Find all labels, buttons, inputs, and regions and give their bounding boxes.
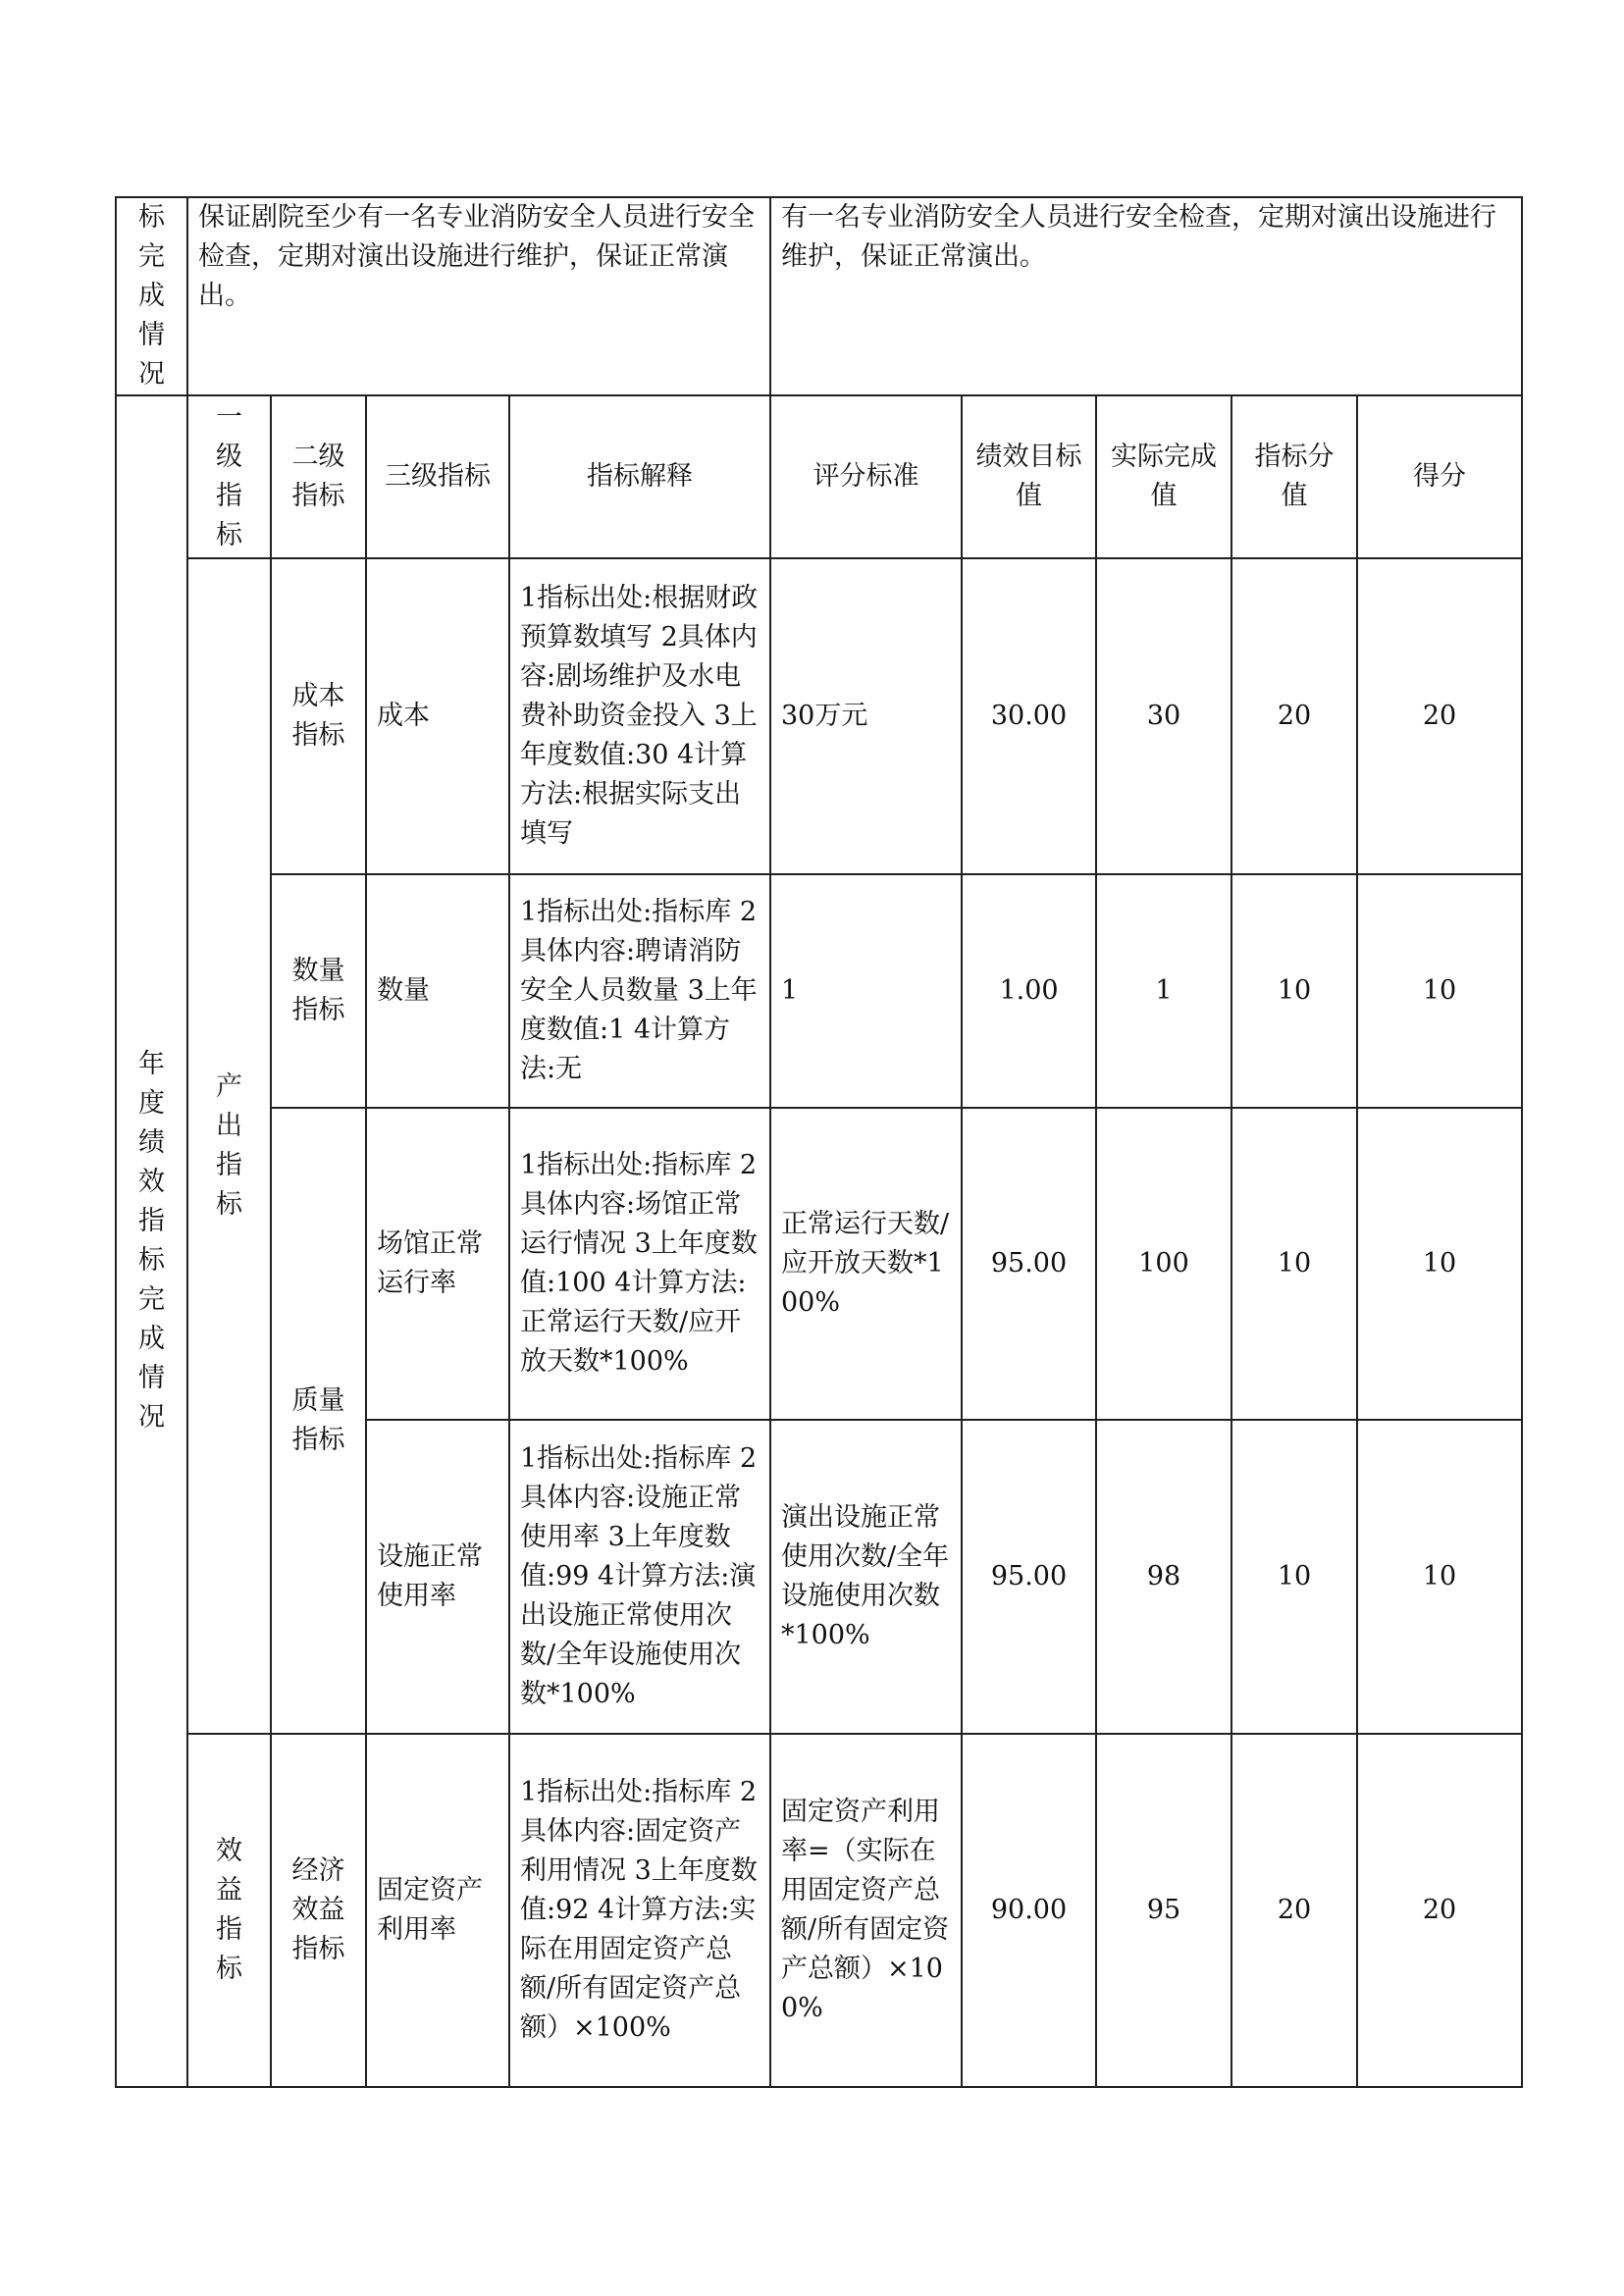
header-explanation: 指标解释 xyxy=(509,395,770,558)
weight-cell: 10 xyxy=(1231,1420,1357,1734)
criteria-cell: 演出设施正常使用次数/全年设施使用次数*100% xyxy=(770,1420,962,1734)
criteria-cell: 正常运行天数/应开放天数*100% xyxy=(770,1108,962,1420)
target-cell: 30.00 xyxy=(962,558,1096,874)
score-cell: 10 xyxy=(1357,1420,1522,1734)
goal-text: 保证剧院至少有一名专业消防安全人员进行安全检查，定期对演出设施进行维护，保证正常演出。 xyxy=(187,197,770,395)
explanation-cell: 1指标出处:指标库 2具体内容:设施正常使用率 3上年度数值:99 4计算方法:演出设施正常使用次数/全年设施使用次数*100% xyxy=(509,1420,770,1734)
weight-cell: 20 xyxy=(1231,1734,1357,2087)
actual-cell: 95 xyxy=(1096,1734,1231,2087)
group-benefit: 效益指标 xyxy=(187,1734,271,2087)
weight-cell: 20 xyxy=(1231,558,1357,874)
level3-cell: 成本 xyxy=(366,558,509,874)
subgroup-quality: 质量指标 xyxy=(271,1108,366,1734)
level3-cell: 设施正常使用率 xyxy=(366,1420,509,1734)
actual-cell: 100 xyxy=(1096,1108,1231,1420)
actual-cell: 98 xyxy=(1096,1420,1231,1734)
score-cell: 10 xyxy=(1357,1108,1522,1420)
table-row xyxy=(116,874,1522,1108)
performance-table xyxy=(115,196,1523,2088)
explanation-cell: 1指标出处:指标库 2具体内容:聘请消防安全人员数量 3上年度数值:1 4计算方法:无 xyxy=(509,874,770,1108)
criteria-cell: 1 xyxy=(770,874,962,1108)
weight-cell: 10 xyxy=(1231,874,1357,1108)
subgroup-cost: 成本指标 xyxy=(271,558,366,874)
level3-cell: 固定资产利用率 xyxy=(366,1734,509,2087)
table-header-row xyxy=(116,395,1522,558)
target-cell: 95.00 xyxy=(962,1108,1096,1420)
table-row xyxy=(116,1734,1522,2087)
score-cell: 20 xyxy=(1357,1734,1522,2087)
perf-section-label: 年度绩效指标完成情况 xyxy=(116,395,187,2087)
target-cell: 90.00 xyxy=(962,1734,1096,2087)
table-row xyxy=(116,1108,1522,1420)
criteria-cell: 固定资产利用率=（实际在用固定资产总额/所有固定资产总额）×100% xyxy=(770,1734,962,2087)
header-level3: 三级指标 xyxy=(366,395,509,558)
level3-cell: 数量 xyxy=(366,874,509,1108)
group-output: 产出指标 xyxy=(187,558,271,1734)
subgroup-economic: 经济效益指标 xyxy=(271,1734,366,2087)
score-cell: 20 xyxy=(1357,558,1522,874)
level3-cell: 场馆正常运行率 xyxy=(366,1108,509,1420)
score-cell: 10 xyxy=(1357,874,1522,1108)
subgroup-quantity: 数量指标 xyxy=(271,874,366,1108)
header-target: 绩效目标值 xyxy=(962,395,1096,558)
explanation-cell: 1指标出处:根据财政预算数填写 2具体内容:剧场维护及水电费补助资金投入 3上年度数值:30 4计算方法:根据实际支出填写 xyxy=(509,558,770,874)
criteria-cell: 30万元 xyxy=(770,558,962,874)
explanation-cell: 1指标出处:指标库 2具体内容:固定资产利用情况 3上年度数值:92 4计算方法:实际在用固定资产总额/所有固定资产总额）×100% xyxy=(509,1734,770,2087)
header-criteria: 评分标准 xyxy=(770,395,962,558)
goal-completion-row xyxy=(116,197,1522,395)
actual-cell: 30 xyxy=(1096,558,1231,874)
header-level1: 一级指标 xyxy=(187,395,271,558)
target-cell: 1.00 xyxy=(962,874,1096,1108)
explanation-cell: 1指标出处:指标库 2具体内容:场馆正常运行情况 3上年度数值:100 4计算方法:正常运行天数/应开放天数*100% xyxy=(509,1108,770,1420)
weight-cell: 10 xyxy=(1231,1108,1357,1420)
header-level2: 二级指标 xyxy=(271,395,366,558)
header-score: 得分 xyxy=(1357,395,1522,558)
goal-completion-label: 标完成情况 xyxy=(116,197,187,395)
target-cell: 95.00 xyxy=(962,1420,1096,1734)
table-row xyxy=(116,558,1522,874)
header-weight: 指标分值 xyxy=(1231,395,1357,558)
actual-text: 有一名专业消防安全人员进行安全检查，定期对演出设施进行维护，保证正常演出。 xyxy=(770,197,1522,395)
header-actual: 实际完成值 xyxy=(1096,395,1231,558)
actual-cell: 1 xyxy=(1096,874,1231,1108)
